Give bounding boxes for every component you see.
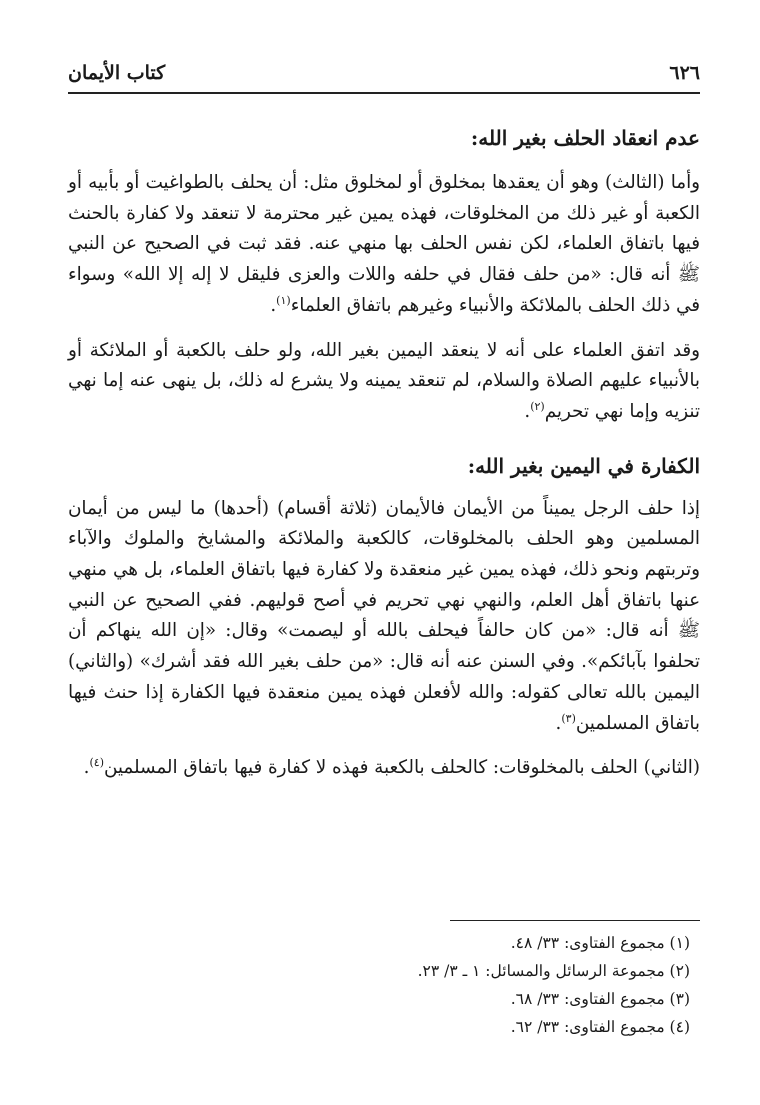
footnote: (٣) مجموع الفتاوى: ٣٣/ ٦٨. <box>510 990 690 1008</box>
footnote: (٤) مجموع الفتاوى: ٣٣/ ٦٢. <box>510 1018 690 1036</box>
footnote: (١) مجموع الفتاوى: ٣٣/ ٤٨. <box>510 934 690 952</box>
header-rule <box>68 92 700 94</box>
paragraph: وقد اتفق العلماء على أنه لا ينعقد اليمين بغير الله، ولو حلف بالكعبة أو الملائكة أو بالأنبياء عليهم الصلاة والسلام، لم تنعقد يمينه ولا يشرع له ذلك، بل ينهى عنه إما نهي تنزيه وإما نهي تحريم$^{(٢)}$. <box>68 339 700 422</box>
footnote: (٢) مجموعة الرسائل والمسائل: ١ ـ ٣/ ٢٣. <box>417 962 690 980</box>
footnote-rule <box>450 920 700 921</box>
paragraph-text: (الثاني) الحلف بالمخلوقات: كالحلف بالكعبة فهذه لا كفارة فيها باتفاق المسلمين <box>104 757 700 779</box>
paragraph: (الثاني) الحلف بالمخلوقات: كالحلف بالكعبة فهذه لا كفارة فيها باتفاق المسلمين$^{(٤)}$. <box>83 756 700 779</box>
section-heading: عدم انعقاد الحلف بغير الله: <box>470 126 700 150</box>
footnote-ref: (١) <box>276 293 291 307</box>
paragraph-text: إذا حلف الرجل يميناً من الأيمان فالأيمان (ثلاثة أقسام) (أحدها) ما ليس من أيمان المسلمين وهو الحلف بالمخلوقات، كالكعبة والملائكة والمشايخ والملوك والآباء وتربتهم ونحو ذلك، فهذه يمين غير منعقدة ولا كفارة فيها باتفاق العلماء، بل هي منهي عنها باتفاق أهل العلم، والنهي نهي تحريم في أصح قوليهم. ففي الصحيح عن النبي ﷺ أنه قال: «من كان حالفاً فيحلف بالله أو ليصمت» وقال: «إن الله ينهاكم أن تحلفوا بآبائكم». وفي السنن عنه أنه قال: «من حلف بغير الله فقد أشرك» (والثاني) اليمين بالله تعالى كقوله: والله لأفعلن فهذه يمين منعقدة فيها الكفارة إذا حنث فيها باتفاق المسلمين <box>68 497 700 734</box>
paragraph-text: وأما (الثالث) وهو أن يعقدها بمخلوق أو لمخلوق مثل: أن يحلف بالطواغيت أو بأبيه أو الكعبة أو غير ذلك من المخلوقات، فهذه يمين غير محترمة لا تنعقد ولا كفارة بالحنث فيها باتفاق العلماء، لكن نفس الحلف بها منهي عنه. فقد ثبت في الصحيح عن النبي ﷺ أنه قال: «من حلف فقال في حلفه واللات والعزى فليقل لا إله إلا الله» وسواء في ذلك الحلف بالملائكة والأنبياء وغيرهم باتفاق العلماء <box>68 172 700 316</box>
section-heading: الكفارة في اليمين بغير الله: <box>467 453 700 478</box>
footnote-ref: (٢) <box>530 399 545 413</box>
paragraph-text: وقد اتفق العلماء على أنه لا ينعقد اليمين بغير الله، ولو حلف بالكعبة أو الملائكة أو بالأنبياء عليهم الصلاة والسلام، لم تنعقد يمينه ولا يشرع له ذلك، بل ينهى عنه إما نهي تنزيه وإما نهي تحريم <box>68 339 700 422</box>
paragraph: وأما (الثالث) وهو أن يعقدها بمخلوق أو لمخلوق مثل: أن يحلف بالطواغيت أو بأبيه أو الكعبة أو غير ذلك من المخلوقات، فهذه يمين غير محترمة لا تنعقد ولا كفارة بالحنث فيها باتفاق العلماء، لكن نفس الحلف بها منهي عنه. فقد ثبت في الصحيح عن النبي ﷺ أنه قال: «من حلف فقال في حلفه واللات والعزى فليقل لا إله إلا الله» وسواء في ذلك الحلف بالملائكة والأنبياء وغيرهم باتفاق العلماء$^{(١)}$. <box>68 172 700 316</box>
footnote-ref: (٤) <box>89 756 104 770</box>
footnotes <box>68 930 700 1042</box>
paragraph: إذا حلف الرجل يميناً من الأيمان فالأيمان (ثلاثة أقسام) (أحدها) ما ليس من أيمان المسلمين وهو الحلف بالمخلوقات، كالكعبة والملائكة والمشايخ والملوك والآباء وتربتهم ونحو ذلك، فهذه يمين غير منعقدة ولا كفارة فيها باتفاق العلماء، بل هي منهي عنها باتفاق أهل العلم، والنهي نهي تحريم في أصح قوليهم. ففي الصحيح عن النبي ﷺ أنه قال: «من كان حالفاً فيحلف بالله أو ليصمت» وقال: «إن الله ينهاكم أن تحلفوا بآبائكم». وفي السنن عنه أنه قال: «من حلف بغير الله فقد أشرك» (والثاني) اليمين بالله تعالى كقوله: والله لأفعلن فهذه يمين منعقدة فيها الكفارة إذا حنث فيها باتفاق المسلمين$^{(٣)}$. <box>68 497 700 734</box>
page-number: ٦٢٦ <box>669 62 700 84</box>
footnote-ref: (٣) <box>561 711 576 725</box>
chapter-title: كتاب الأيمان <box>68 62 166 84</box>
main-text <box>68 118 700 784</box>
running-header <box>68 58 700 88</box>
